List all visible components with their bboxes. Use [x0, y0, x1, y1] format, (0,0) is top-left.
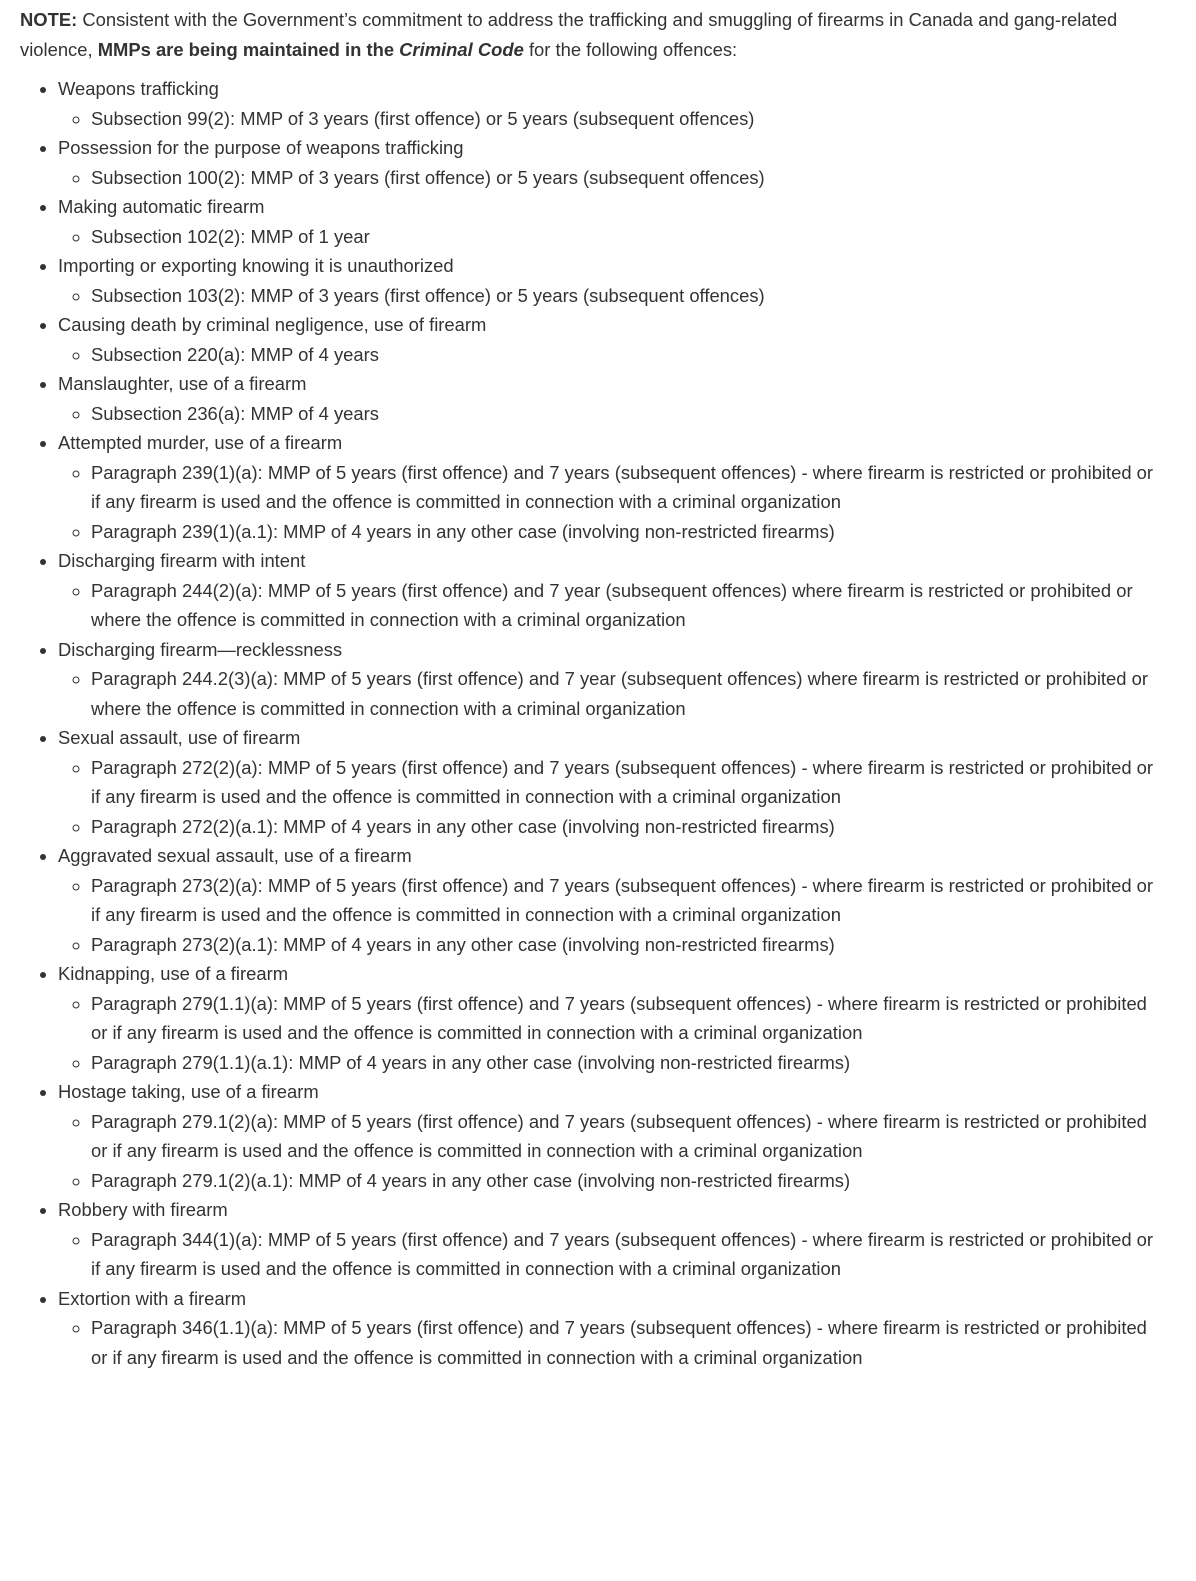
- offence-list: [20, 74, 1166, 1372]
- provision-item: [91, 458, 1166, 517]
- provision-item: [91, 1225, 1166, 1284]
- provision-list: [58, 1107, 1166, 1196]
- provision-text: Subsection 102(2): MMP of 1 year: [91, 225, 370, 247]
- provision-text: Paragraph 272(2)(a): MMP of 5 years (first offence) and 7 years (subsequent offences) - where firearm is restricted or prohibited or if any firearm is used and the offence is committed in connection with a criminal organization: [91, 756, 1154, 807]
- offence-title: Discharging firearm with intent: [58, 550, 306, 571]
- provision-item: [91, 281, 1166, 311]
- provision-text: Subsection 220(a): MMP of 4 years: [91, 343, 379, 365]
- offence-title: Aggravated sexual assault, use of a firearm: [58, 845, 412, 866]
- provision-text: Subsection 100(2): MMP of 3 years (first offence) or 5 years (subsequent offences): [91, 166, 765, 188]
- provision-list: [58, 1313, 1166, 1372]
- offence-title: Extortion with a firearm: [58, 1287, 247, 1309]
- note-label: NOTE:: [20, 9, 78, 30]
- offence-title: Importing or exporting knowing it is unauthorized: [58, 255, 454, 276]
- offence-item-aggravated-sexual-assault: [58, 841, 1166, 959]
- provision-text: Paragraph 279.1(2)(a): MMP of 5 years (first offence) and 7 years (subsequent offences) - where firearm is restricted or prohibited or if any firearm is used and the offence is committed in connection with a criminal organization: [91, 1110, 1147, 1161]
- offence-item-manslaughter: [58, 369, 1166, 428]
- offence-title: Discharging firearm—recklessness: [58, 638, 343, 660]
- provision-item: [91, 1107, 1166, 1166]
- provision-list: [58, 281, 1166, 311]
- provision-list: [58, 1225, 1166, 1284]
- offence-title: Hostage taking, use of a firearm: [58, 1081, 319, 1102]
- provision-text: Paragraph 279(1.1)(a.1): MMP of 4 years in any other case (involving non-restricted firearms): [91, 1051, 851, 1073]
- provision-item: [91, 1166, 1166, 1196]
- offence-item-discharging-recklessness: [58, 635, 1166, 724]
- offence-item-hostage-taking: [58, 1077, 1166, 1195]
- provision-text: Subsection 236(a): MMP of 4 years: [91, 402, 379, 424]
- provision-item: [91, 989, 1166, 1048]
- provision-list: [58, 458, 1166, 547]
- provision-item: [91, 340, 1166, 370]
- offence-title: Possession for the purpose of weapons trafficking: [58, 137, 464, 158]
- offence-item-robbery: [58, 1195, 1166, 1284]
- provision-list: [58, 104, 1166, 134]
- provision-list: [58, 340, 1166, 370]
- provision-list: [58, 576, 1166, 635]
- provision-item: [91, 222, 1166, 252]
- note-intro-text: Consistent with the Government’s commitment to address the trafficking and smuggling of firearms in Canada and gang-related violence,: [20, 9, 1118, 60]
- offence-title: Attempted murder, use of a firearm: [58, 432, 343, 453]
- offence-item-making-automatic-firearm: [58, 192, 1166, 251]
- offence-title: Robbery with firearm: [58, 1199, 228, 1220]
- provision-text: Paragraph 279(1.1)(a): MMP of 5 years (first offence) and 7 years (subsequent offences) - where firearm is restricted or prohibited or if any firearm is used and the offence is committed in connection with a criminal organization: [91, 992, 1147, 1043]
- offence-item-attempted-murder: [58, 428, 1166, 546]
- provision-text: Subsection 103(2): MMP of 3 years (first offence) or 5 years (subsequent offences): [91, 284, 765, 306]
- offence-item-weapons-trafficking: [58, 74, 1166, 133]
- offence-item-sexual-assault: [58, 723, 1166, 841]
- offence-item-extortion: [58, 1284, 1166, 1373]
- offence-title: Weapons trafficking: [58, 78, 219, 99]
- provision-text: Paragraph 346(1.1)(a): MMP of 5 years (first offence) and 7 years (subsequent offences) - where firearm is restricted or prohibited or if any firearm is used and the offence is committed in connection with a criminal organization: [91, 1317, 1147, 1368]
- provision-item: [91, 1048, 1166, 1078]
- offence-item-possession-trafficking: [58, 133, 1166, 192]
- provision-text: Paragraph 244.2(3)(a): MMP of 5 years (first offence) and 7 year (subsequent offences) where firearm is restricted or prohibited or where the offence is committed in connection with a criminal organization: [91, 668, 1148, 719]
- provision-text: Paragraph 344(1)(a): MMP of 5 years (first offence) and 7 years (subsequent offences) - where firearm is restricted or prohibited or if any firearm is used and the offence is committed in connection with a criminal organization: [91, 1228, 1154, 1279]
- offence-title: Kidnapping, use of a firearm: [58, 963, 289, 984]
- provision-list: [58, 664, 1166, 723]
- provision-item: [91, 104, 1166, 134]
- provision-text: Paragraph 279.1(2)(a.1): MMP of 4 years in any other case (involving non-restricted firearms): [91, 1169, 851, 1191]
- provision-list: [58, 222, 1166, 252]
- offence-item-importing-exporting: [58, 251, 1166, 310]
- provision-text: Subsection 99(2): MMP of 3 years (first offence) or 5 years (subsequent offences): [91, 107, 755, 129]
- offence-title: Manslaughter, use of a firearm: [58, 373, 307, 394]
- provision-text: Paragraph 273(2)(a): MMP of 5 years (first offence) and 7 years (subsequent offences) - where firearm is restricted or prohibited or if any firearm is used and the offence is committed in connection with a criminal organization: [91, 874, 1154, 925]
- provision-text: Paragraph 239(1)(a.1): MMP of 4 years in any other case (involving non-restricted firearms): [91, 520, 835, 542]
- provision-text: Paragraph 272(2)(a.1): MMP of 4 years in any other case (involving non-restricted firearms): [91, 815, 835, 837]
- provision-item: [91, 1313, 1166, 1372]
- provision-list: [58, 753, 1166, 842]
- provision-item: [91, 576, 1166, 635]
- offence-title: Sexual assault, use of firearm: [58, 727, 301, 748]
- provision-text: Paragraph 239(1)(a): MMP of 5 years (first offence) and 7 years (subsequent offences) - where firearm is restricted or prohibited or if any firearm is used and the offence is committed in connection with a criminal organization: [91, 461, 1154, 512]
- offence-item-causing-death-negligence: [58, 310, 1166, 369]
- offence-title: Making automatic firearm: [58, 196, 265, 217]
- note-outro-text: for the following offences:: [523, 38, 738, 60]
- provision-list: [58, 163, 1166, 193]
- offence-item-kidnapping: [58, 959, 1166, 1077]
- provision-item: [91, 753, 1166, 812]
- provision-item: [91, 930, 1166, 960]
- provision-item: [91, 871, 1166, 930]
- note-bold-italic-text: Criminal Code: [399, 38, 524, 60]
- provision-text: Paragraph 273(2)(a.1): MMP of 4 years in any other case (involving non-restricted firearms): [91, 933, 835, 955]
- provision-list: [58, 989, 1166, 1078]
- provision-text: Paragraph 244(2)(a): MMP of 5 years (first offence) and 7 year (subsequent offences) where firearm is restricted or prohibited or where the offence is committed in connection with a criminal organization: [91, 579, 1133, 630]
- offence-item-discharging-with-intent: [58, 546, 1166, 635]
- provision-list: [58, 399, 1166, 429]
- provision-item: [91, 812, 1166, 842]
- note-bold-text: MMPs are being maintained in the: [97, 38, 400, 60]
- provision-item: [91, 664, 1166, 723]
- provision-item: [91, 163, 1166, 193]
- provision-list: [58, 871, 1166, 960]
- provision-item: [91, 517, 1166, 547]
- note-paragraph: [20, 5, 1166, 64]
- offence-title: Causing death by criminal negligence, use of firearm: [58, 314, 487, 335]
- provision-item: [91, 399, 1166, 429]
